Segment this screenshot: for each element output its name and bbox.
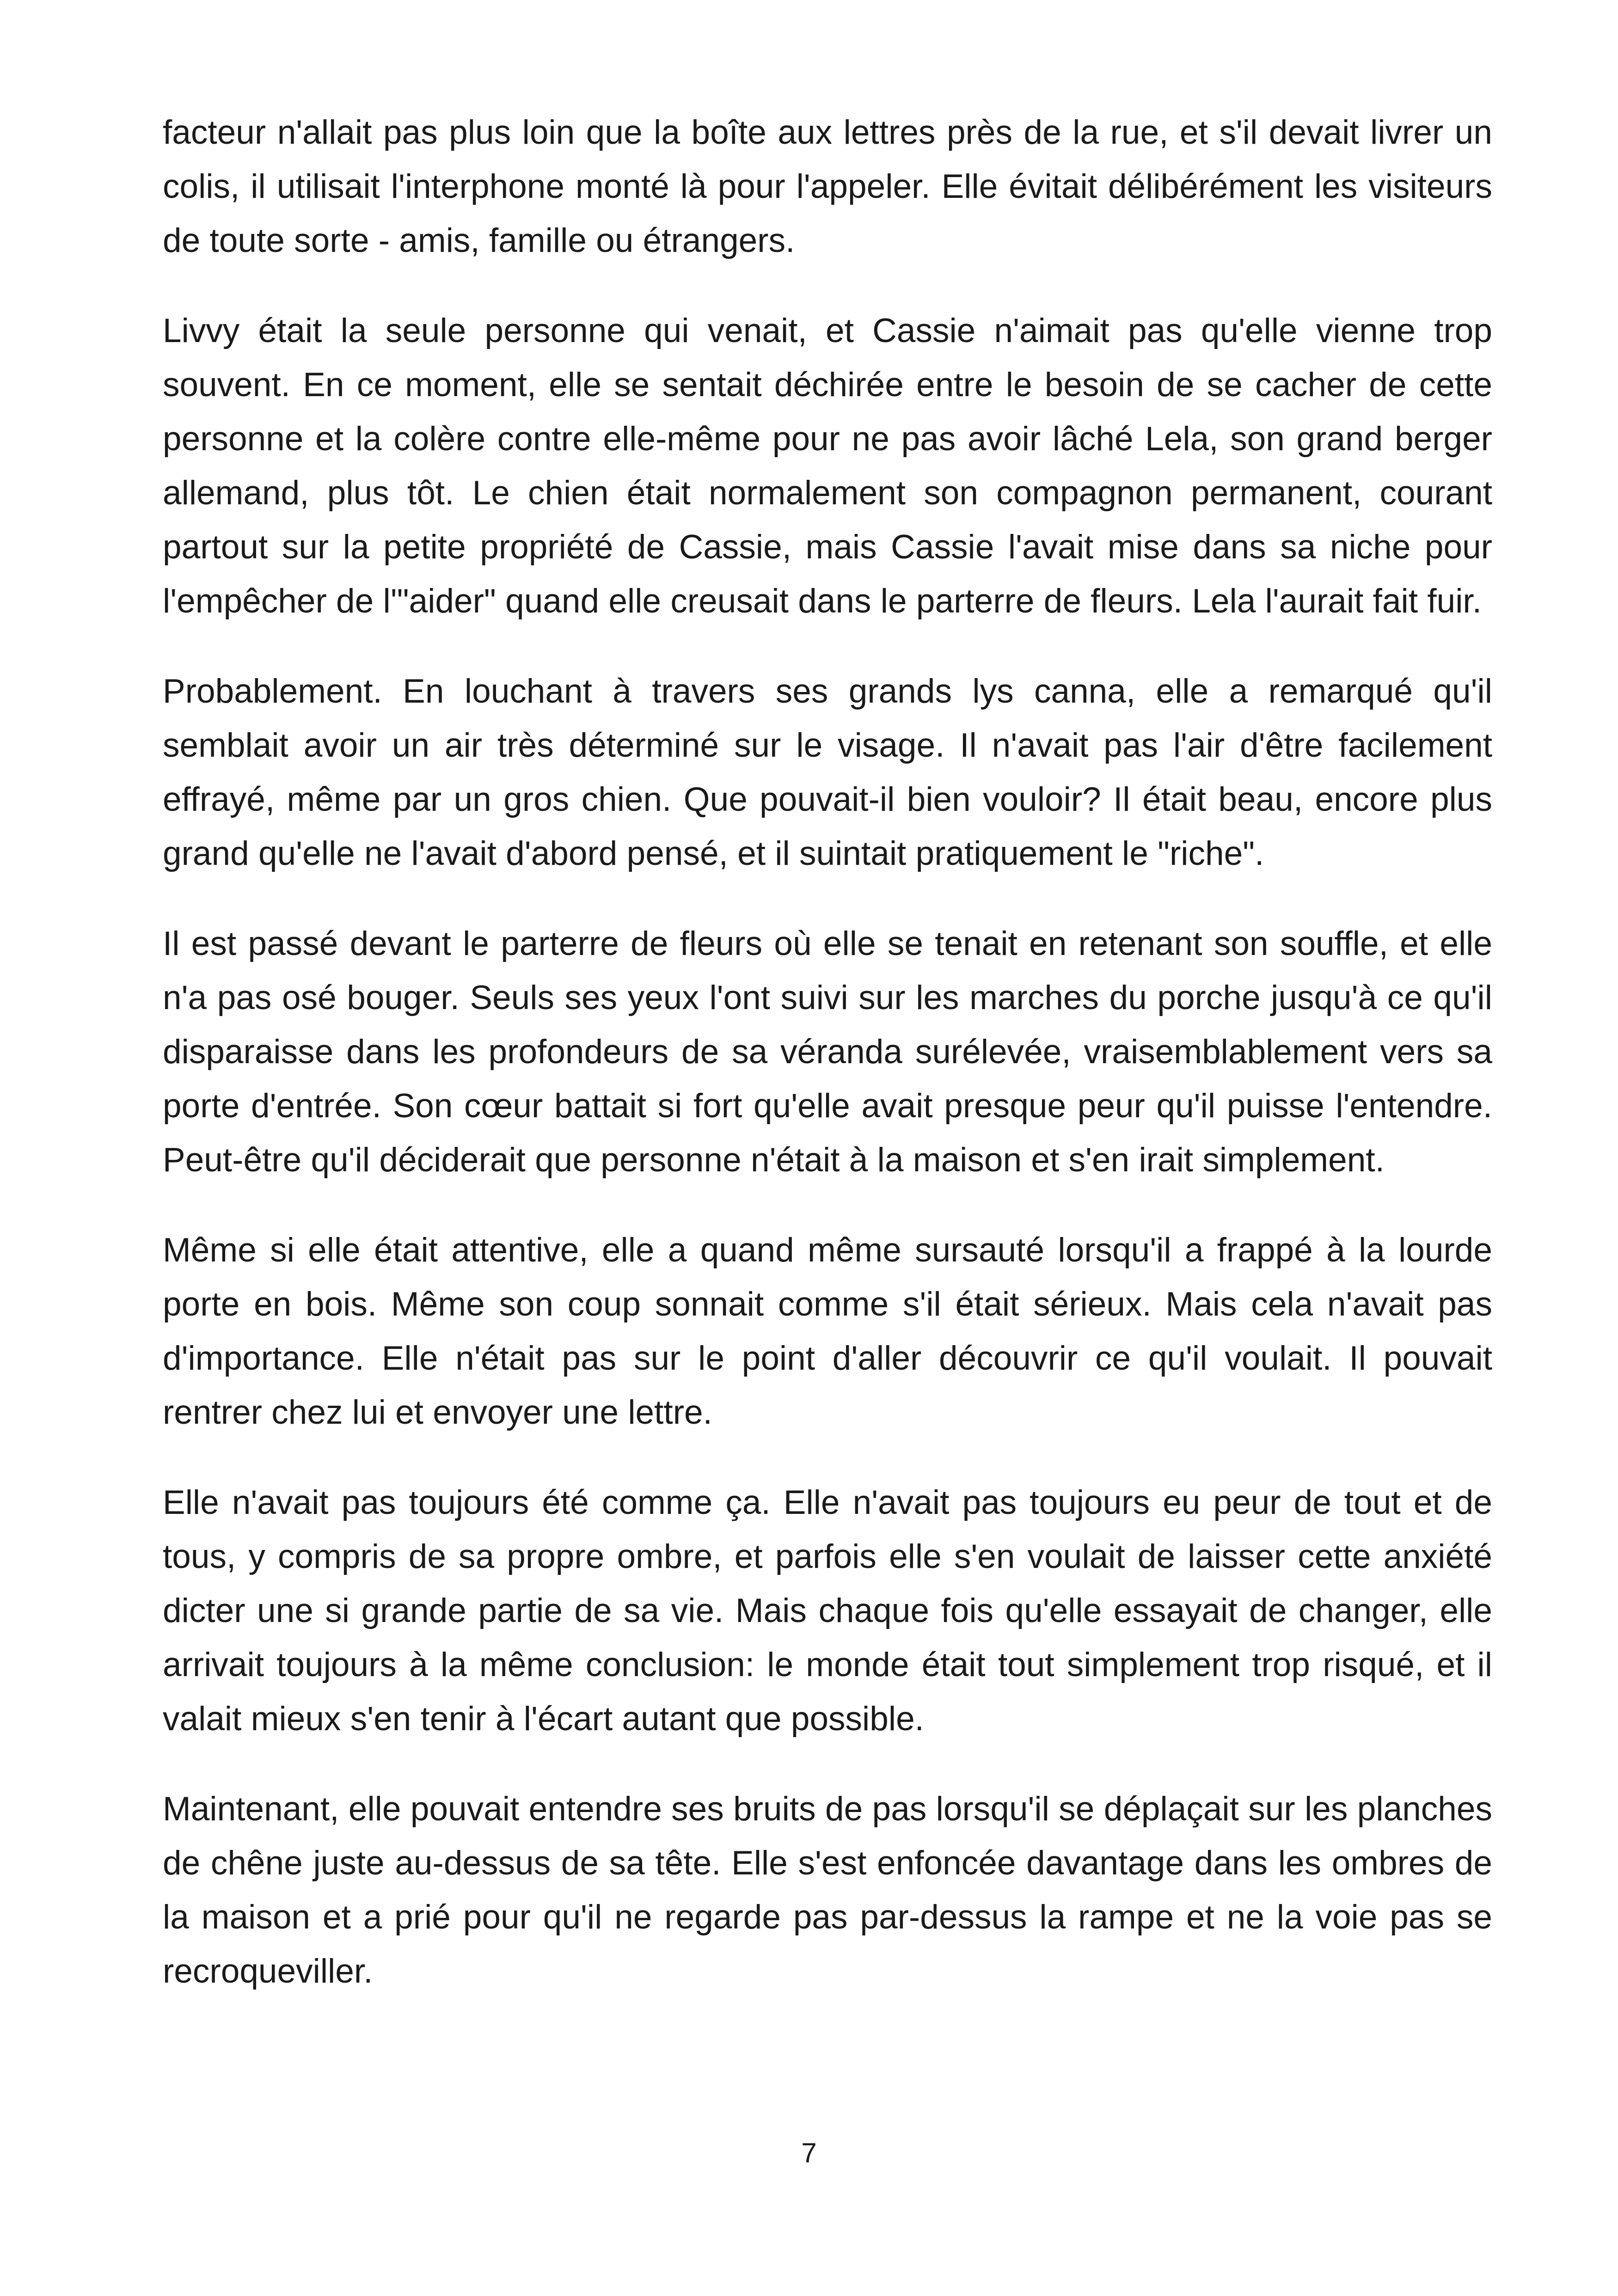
paragraph-3: Probablement. En louchant à travers ses grands lys canna, elle a remarqué qu'il semblait avoir un air très déterminé sur le visage. Il n'avait pas l'air d'être facilement effrayé, même par un gros chien. Que pouvait-il bien vouloir? Il était beau, encore plus grand qu'elle ne l'avait d'abord pensé, et il suintait pratiquement le "riche". [163,673,1492,872]
page-number: 7 [801,2137,817,2168]
paragraph-7: Maintenant, elle pouvait entendre ses bruits de pas lorsqu'il se déplaçait sur les planches de chêne juste au-dessus de sa tête. Elle s'est enfoncée davantage dans les ombres de la maison et a prié pour qu'il ne regarde pas par-dessus la rampe et ne la voie pas se recroqueviller. [163,1790,1492,1990]
paragraph-6: Elle n'avait pas toujours été comme ça. Elle n'avait pas toujours eu peur de tout et de tous, y compris de sa propre ombre, et parfois elle s'en voulait de laisser cette anxiété dicter une si grande partie de sa vie. Mais chaque fois qu'elle essayait de changer, elle arrivait toujours à la même conclusion: le monde était tout simplement trop risqué, et il valait mieux s'en tenir à l'écart autant que possible. [163,1484,1492,1738]
paragraph-5: Même si elle était attentive, elle a quand même sursauté lorsqu'il a frappé à la lourde porte en bois. Même son coup sonnait comme s'il était sérieux. Mais cela n'avait pas d'importance. Elle n'était pas sur le point d'aller découvrir ce qu'il voulait. Il pouvait rentrer chez lui et envoyer une lettre. [163,1231,1492,1431]
paragraph-2: Livvy était la seule personne qui venait, et Cassie n'aimait pas qu'elle vienne trop souvent. En ce moment, elle se sentait déchirée entre le besoin de se cacher de cette personne et la colère contre elle-même pour ne pas avoir lâché Lela, son grand berger allemand, plus tôt. Le chien était normalement son compagnon permanent, courant partout sur la petite propriété de Cassie, mais Cassie l'avait mise dans sa niche pour l'empêcher de l'"aider" quand elle creusait dans le parterre de fleurs. Lela l'aurait fait fuir. [163,312,1492,620]
paragraph-4: Il est passé devant le parterre de fleurs où elle se tenait en retenant son souffle, et elle n'a pas osé bouger. Seuls ses yeux l'ont suivi sur les marches du porche jusqu'à ce qu'il disparaisse dans les profondeurs de sa véranda surélevée, vraisemblablement vers sa porte d'entrée. Son cœur battait si fort qu'elle avait presque peur qu'il puisse l'entendre. Peut-être qu'il déciderait que personne n'était à la maison et s'en irait simplement. [163,925,1492,1179]
body-text [163,105,1492,1998]
paragraph-1: facteur n'allait pas plus loin que la boîte aux lettres près de la rue, et s'il devait livrer un colis, il utilisait l'interphone monté là pour l'appeler. Elle évitait délibérément les visiteurs de toute sorte - amis, famille ou étrangers. [163,114,1492,259]
